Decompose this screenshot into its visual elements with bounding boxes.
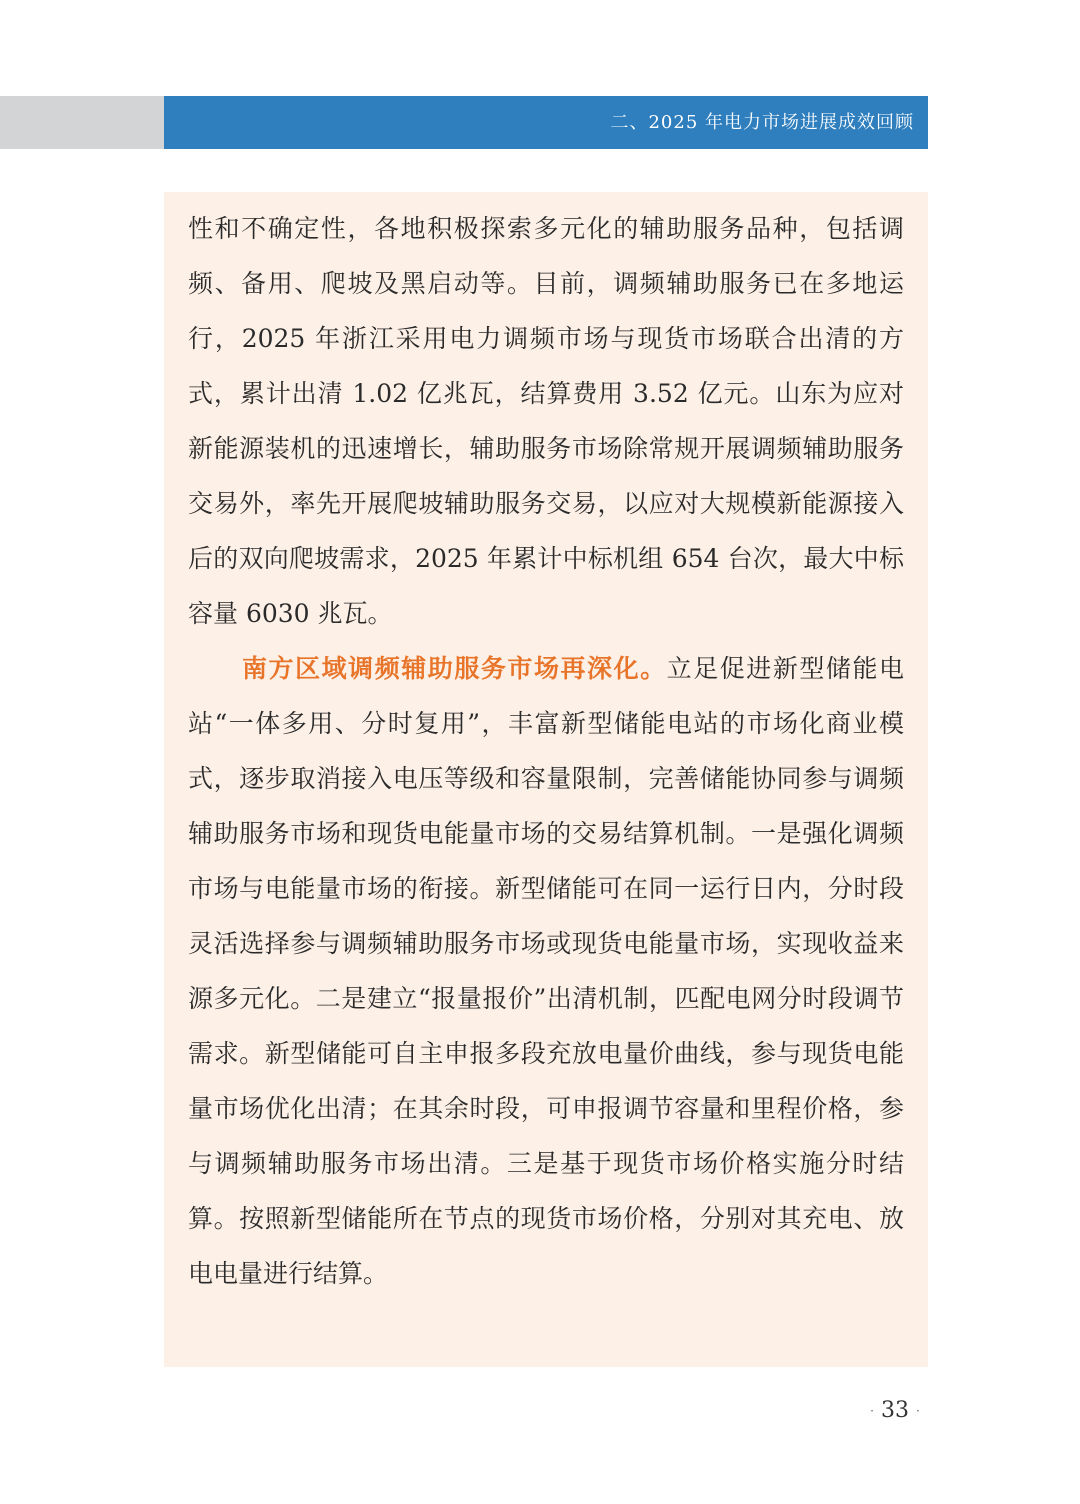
header-bar [164, 96, 928, 149]
page-number-dot-right: · [916, 1404, 920, 1418]
content-panel [164, 192, 928, 1367]
paragraph-2 [188, 641, 904, 1301]
chapter-title: 二、2025 年电力市场进展成效回顾 [610, 112, 914, 133]
header-gray-band [0, 96, 164, 149]
page-number-dot-left: · [870, 1404, 874, 1418]
paragraph-1: 性和不确定性，各地积极探索多元化的辅助服务品种，包括调频、备用、爬坡及黑启动等。目前，调频辅助服务已在多地运行，2025 年浙江采用电力调频市场与现货市场联合出清的方式，累计出清 1.02 亿兆瓦，结算费用 3.52 亿元。山东为应对新能源装机的迅速增长，辅助服务市场除常规开展调频辅助服务交易外，率先开展爬坡辅助服务交易，以应对大规模新能源接入后的双向爬坡需求，2025 年累计中标机组 654 台次，最大中标容量 6030 兆瓦。 [188, 214, 904, 628]
page-number [860, 1398, 930, 1428]
page-number-value: 33 [881, 1398, 909, 1423]
paragraph-2-body: 立足促进新型储能电站“一体多用、分时复用”，丰富新型储能电站的市场化商业模式，逐步取消接入电压等级和容量限制，完善储能协同参与调频辅助服务市场和现货电能量市场的交易结算机制。一是强化调频市场与电能量市场的衔接。新型储能可在同一运行日内，分时段灵活选择参与调频辅助服务市场或现货电能量市场，实现收益来源多元化。二是建立“报量报价”出清机制，匹配电网分时段调节需求。新型储能可自主申报多段充放电量价曲线，参与现货电能量市场优化出清；在其余时段，可申报调节容量和里程价格，参与调频辅助服务市场出清。三是基于现货市场价格实施分时结算。按照新型储能所在节点的现货市场价格，分别对其充电、放电电量进行结算。 [188, 654, 904, 1288]
body-text [188, 201, 904, 1301]
paragraph-2-heading: 南方区域调频辅助服务市场再深化。 [242, 654, 667, 683]
